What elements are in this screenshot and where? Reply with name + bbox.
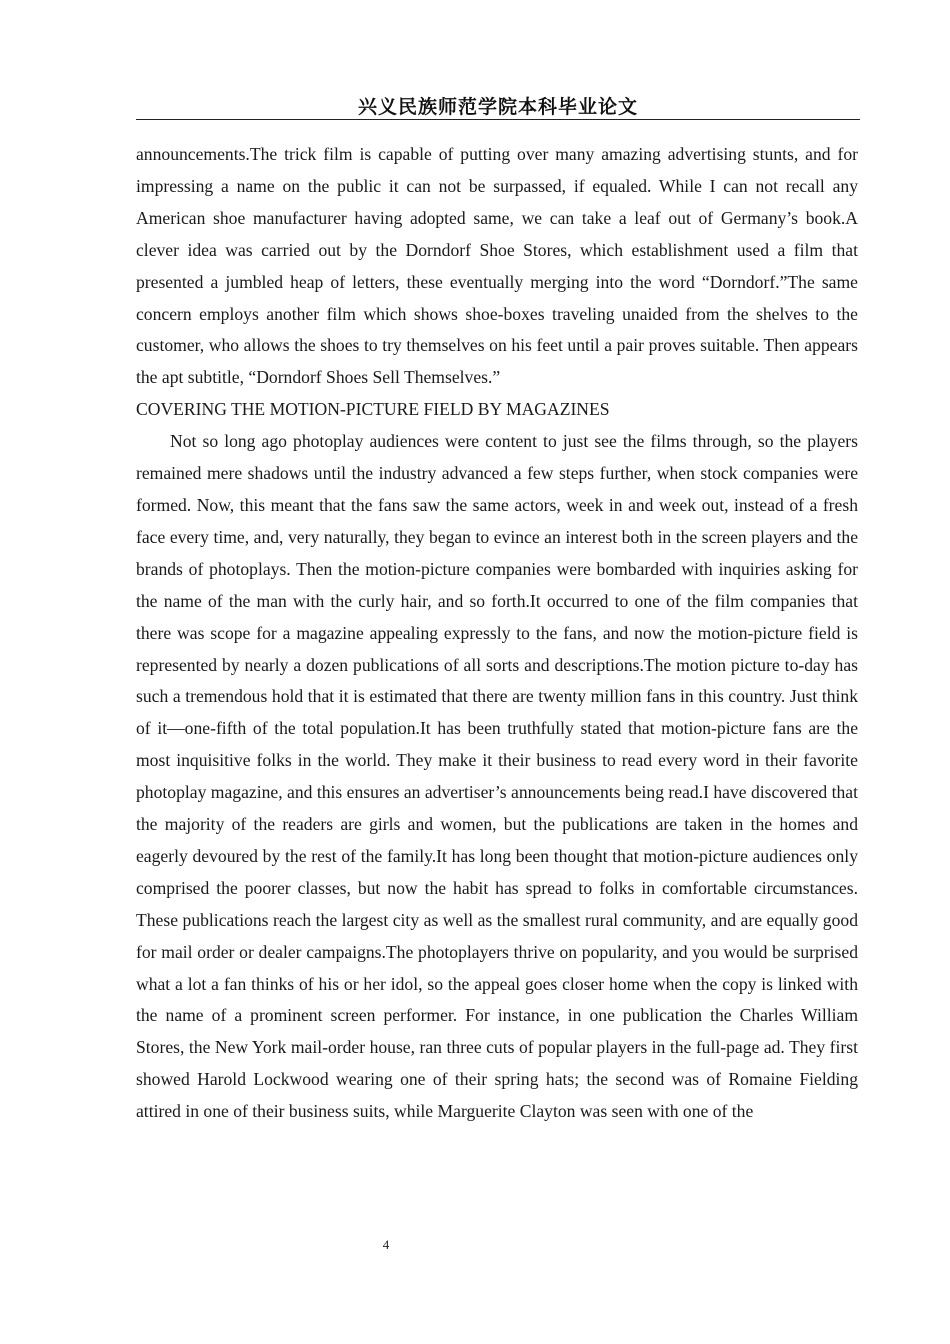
page-number: 4 xyxy=(382,1237,390,1252)
section-heading: COVERING THE MOTION-PICTURE FIELD BY MAGAZINES xyxy=(136,399,610,420)
body-paragraph-1: announcements.The trick film is capable of putting over many amazing advertising stunts, and for impressing a name on the public it can not be surpassed, if equaled. While I can not recall any American shoe manufacturer having adopted same, we can take a leaf out of Germany’s book.A clever idea was carried out by the Dorndorf Shoe Stores, which establishment used a film that presented a jumbled heap of letters, these eventually merging into the word “Dorndorf.”The same concern employs another film which shows shoe-boxes traveling unaided from the shelves to the customer, who allows the shoes to try themselves on his feet until a pair proves suitable. Then appears the apt subtitle, “Dorndorf Shoes Sell Themselves.” xyxy=(136,144,858,388)
page-header-title: 兴义民族师范学院本科毕业论文 xyxy=(357,96,638,118)
document-body xyxy=(136,139,858,1128)
header-divider xyxy=(136,119,860,120)
body-paragraph-2: Not so long ago photoplay audiences were content to just see the films through, so the players remained mere shadows until the industry advanced a few steps further, when stock companies were formed. Now, this meant that the fans saw the same actors, week in and week out, instead of a fresh face every time, and, very naturally, they began to evince an interest both in the screen players and the brands of photoplays. Then the motion-picture companies were bombarded with inquiries asking for the name of the man with the curly hair, and so forth.It occurred to one of the film companies that there was scope for a magazine appealing expressly to the fans, and now the motion-picture field is represented by nearly a dozen publications of all sorts and descriptions.The motion picture to-day has such a tremendous hold that it is estimated that there are twenty million fans in this country. Just think of it—one-fifth of the total population.It has been truthfully stated that motion-picture fans are the most inquisitive folks in the world. They make it their business to read every word in their favorite photoplay magazine, and this ensures an advertiser’s announcements being read.I have discovered that the majority of the readers are girls and women, but the publications are taken in the homes and eagerly devoured by the rest of the family.It has long been thought that motion-picture audiences only comprised the poorer classes, but now the habit has spread to folks in comfortable circumstances. These publications reach the largest city as well as the smallest rural community, and are equally good for mail order or dealer campaigns.The photoplayers thrive on popularity, and you would be surprised what a lot a fan thinks of his or her idol, so the appeal goes closer home when the copy is linked with the name of a prominent screen performer. For instance, in one publication the Charles William Stores, the New York mail-order house, ran three cuts of popular players in the full-page ad. They first showed Harold Lockwood wearing one of their spring hats; the second was of Romaine Fielding attired in one of their business suits, while Marguerite Clayton was seen with one of the xyxy=(136,431,858,1122)
